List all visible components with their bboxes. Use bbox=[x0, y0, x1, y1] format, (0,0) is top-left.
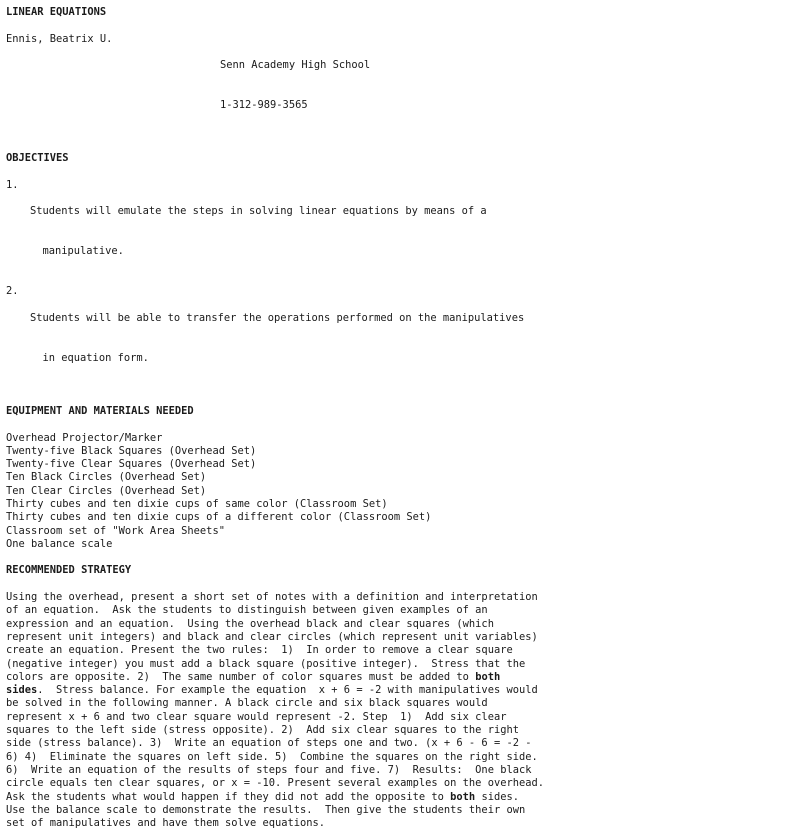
objectives-list bbox=[6, 179, 786, 392]
strategy-line-text: colors are opposite. 2) The same number of color squares must be added to bbox=[6, 670, 476, 683]
strategy-line bbox=[6, 791, 786, 804]
strategy-line: set of manipulatives and have them solve equations. bbox=[6, 817, 326, 830]
equipment-item: One balance scale bbox=[6, 537, 113, 550]
strategy-line-text: sides. bbox=[475, 790, 519, 803]
author-block bbox=[6, 33, 786, 139]
strategy-line: represent unit integers) and black and clear circles (which represent unit variables) bbox=[6, 630, 538, 643]
equipment-heading: EQUIPMENT AND MATERIALS NEEDED bbox=[6, 404, 194, 417]
objectives-heading: OBJECTIVES bbox=[6, 152, 69, 165]
equipment-list bbox=[6, 432, 786, 552]
author-name: Ennis, Beatrix U. bbox=[6, 32, 113, 45]
strategy-line bbox=[6, 684, 786, 697]
strategy-line: side (stress balance). 3) Write an equation of steps one and two. (x + 6 - 6 = -2 - bbox=[6, 737, 532, 750]
strategy-line: squares to the left side (stress opposite). 2) Add six clear squares to the right bbox=[6, 724, 519, 737]
objective-line: in equation form. bbox=[30, 351, 149, 364]
objective-line: Students will emulate the steps in solving linear equations by means of a bbox=[30, 205, 487, 218]
equipment-item: Thirty cubes and ten dixie cups of a different color (Classroom Set) bbox=[6, 511, 432, 524]
equipment-item: Ten Black Circles (Overhead Set) bbox=[6, 471, 207, 484]
strategy-line: 6) Write an equation of the results of steps four and five. 7) Results: One black bbox=[6, 763, 532, 776]
school-info bbox=[220, 33, 370, 139]
equipment-item: Classroom set of "Work Area Sheets" bbox=[6, 524, 225, 537]
strategy-heading: RECOMMENDED STRATEGY bbox=[6, 564, 132, 577]
equipment-item: Thirty cubes and ten dixie cups of same color (Classroom Set) bbox=[6, 497, 388, 510]
objective-text bbox=[30, 179, 487, 285]
objective-line: Students will be able to transfer the operations performed on the manipulatives bbox=[30, 311, 525, 324]
strategy-line: of an equation. Ask the students to distinguish between given examples of an bbox=[6, 604, 488, 617]
strategy-line: expression and an equation. Using the overhead black and clear squares (which bbox=[6, 617, 494, 630]
objective-text bbox=[30, 285, 524, 391]
bold-emphasis: both bbox=[450, 790, 476, 803]
bold-emphasis: both bbox=[475, 670, 501, 683]
strategy-line: represent x + 6 and two clear square would represent -2. Step 1) Add six clear bbox=[6, 710, 507, 723]
strategy-line: Using the overhead, present a short set of notes with a definition and interpretation bbox=[6, 591, 538, 604]
strategy-line: circle equals ten clear squares, or x = -10. Present several examples on the overhead. bbox=[6, 777, 544, 790]
strategy-line: 6) 4) Eliminate the squares on left side. 5) Combine the squares on the right side. bbox=[6, 750, 538, 763]
objective-item bbox=[6, 285, 786, 391]
strategy-line: create an equation. Present the two rules: 1) In order to remove a clear square bbox=[6, 644, 513, 657]
equipment-item: Ten Clear Circles (Overhead Set) bbox=[6, 484, 207, 497]
strategy-paragraph bbox=[6, 591, 786, 830]
equipment-item: Overhead Projector/Marker bbox=[6, 431, 163, 444]
school-name: Senn Academy High School bbox=[220, 59, 371, 72]
school-phone: 1-312-989-3565 bbox=[220, 99, 308, 112]
strategy-line bbox=[6, 671, 786, 684]
document-title: LINEAR EQUATIONS bbox=[6, 6, 107, 18]
strategy-line-text: . Stress balance. For example the equation x + 6 = -2 with manipulatives would bbox=[37, 684, 538, 697]
strategy-line-text: Ask the students what would happen if they did not add the opposite to bbox=[6, 790, 451, 803]
strategy-line: (negative integer) you must add a black square (positive integer). Stress that the bbox=[6, 657, 526, 670]
document-page bbox=[6, 6, 786, 830]
bold-emphasis: sides bbox=[6, 684, 38, 697]
strategy-line: Use the balance scale to demonstrate the results. Then give the students their own bbox=[6, 803, 526, 816]
equipment-item: Twenty-five Clear Squares (Overhead Set) bbox=[6, 458, 257, 471]
objective-number: 2. bbox=[6, 285, 19, 298]
strategy-line: be solved in the following manner. A black circle and six black squares would bbox=[6, 697, 488, 710]
objective-line: manipulative. bbox=[30, 245, 124, 258]
objective-item bbox=[6, 179, 786, 285]
objective-number: 1. bbox=[6, 178, 19, 191]
equipment-item: Twenty-five Black Squares (Overhead Set) bbox=[6, 444, 257, 457]
